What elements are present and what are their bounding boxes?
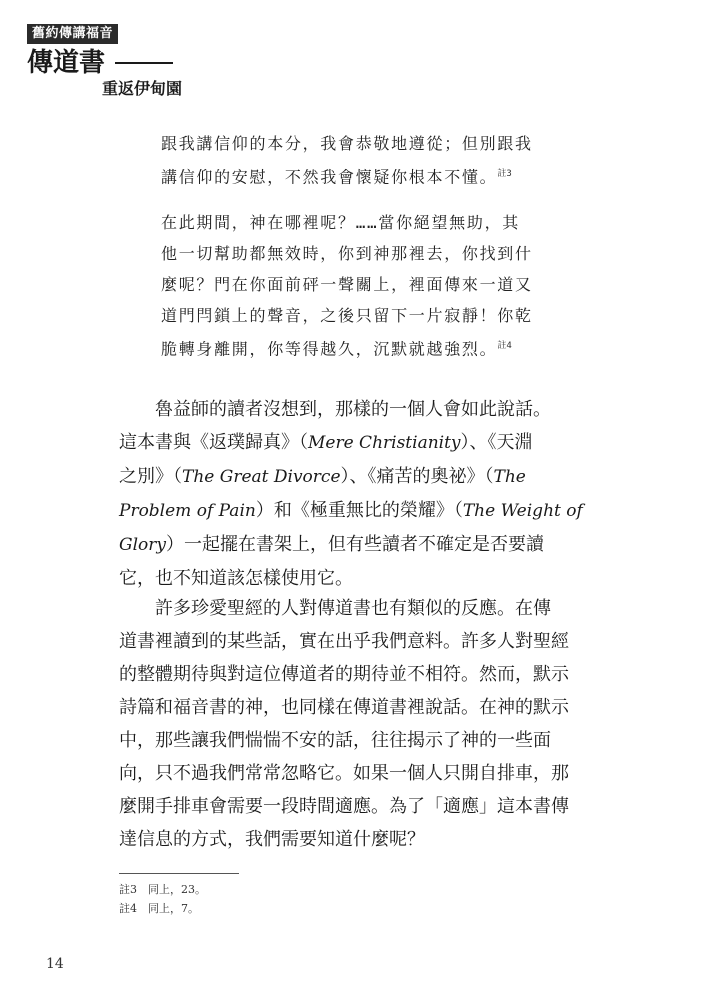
body-paragraph-2 [119, 592, 599, 856]
book-title: 傳道書 [27, 48, 106, 78]
text-run: 之別》（ [119, 466, 182, 487]
quote-line: 在此期間，神在哪裡呢？……當你絕望無助，其 [161, 213, 520, 232]
english-title: Problem of Pain [119, 501, 256, 521]
text-run: ）和《極重無比的榮耀》（ [255, 500, 463, 521]
paragraph-line: 道書裡讀到的某些話，實在出乎我們意料。許多人對聖經 [119, 631, 569, 652]
paragraph-line [119, 494, 599, 528]
quote-line: 他一切幫助都無效時，你到神那裡去，你找到什 [161, 244, 533, 263]
paragraph-line: 魯益師的讀者沒想到，那樣的一個人會如此說話。 [155, 399, 551, 420]
book-title-block [27, 47, 173, 79]
english-title: Glory [119, 535, 166, 555]
series-tag: 舊約傳講福音 [27, 24, 118, 44]
paragraph-line: 向，只不過我們常常忽略它。如果一個人只開自排車，那 [119, 763, 569, 784]
footnote-divider [119, 873, 239, 874]
page-number: 14 [46, 956, 64, 972]
paragraph-line: 麼開手排車會需要一段時間適應。為了「適應」這本書傳 [119, 796, 569, 817]
paragraph-line: 的整體期待與對這位傳道者的期待並不相符。然而，默示 [119, 664, 569, 685]
footnote-marker: 註3 [497, 169, 512, 179]
paragraph-line [119, 460, 599, 494]
block-quote-1 [161, 128, 581, 192]
footnote: 註3 同上，23。 [119, 883, 206, 896]
block-quote-2 [161, 207, 581, 364]
text-run: ）、《痛苦的奧祕》（ [340, 466, 494, 487]
quote-line: 道門閂鎖上的聲音，之後只留下一片寂靜！你乾 [161, 306, 533, 325]
quote-line-text: 講信仰的安慰，不然我會懷疑你根本不懂。 [161, 167, 498, 187]
quote-line: 跟我講信仰的本分，我會恭敬地遵從；但別跟我 [161, 134, 533, 153]
text-run: ）、《天淵 [460, 432, 533, 453]
book-subtitle: 重返伊甸園 [102, 79, 183, 98]
text-run: ）一起擺在書架上，但有些讀者不確定是否要讀 [165, 534, 544, 555]
paragraph-line: 詩篇和福音書的神，也同樣在傳道書裡說話。在神的默示 [119, 697, 569, 718]
paragraph-line: 許多珍愛聖經的人對傳道書也有類似的反應。在傳 [155, 598, 551, 619]
footnote-marker: 註4 [497, 341, 512, 351]
english-title: The [493, 467, 526, 487]
paragraph-line: 達信息的方式，我們需要知道什麼呢？ [119, 829, 425, 850]
english-title: The Great Divorce [182, 467, 341, 487]
quote-line-text: 脆轉身離開，你等得越久，沉默就越強烈。 [161, 339, 498, 359]
paragraph-line [119, 528, 599, 562]
text-run: 這本書與《返璞歸真》（ [119, 432, 308, 453]
quote-line [161, 159, 581, 192]
footnotes [119, 880, 206, 918]
paragraph-line: 它，也不知道該怎樣使用它。 [119, 568, 353, 589]
paragraph-line [119, 426, 599, 460]
footnote: 註4 同上，7。 [119, 902, 199, 915]
english-title: Mere Christianity [308, 433, 461, 453]
quote-line: 麼呢？門在你面前砰一聲關上，裡面傳來一道又 [161, 275, 533, 294]
english-title: The Weight of [462, 501, 583, 521]
title-dash [115, 62, 173, 64]
paragraph-line: 中，那些讓我們惴惴不安的話，往往揭示了神的一些面 [119, 730, 551, 751]
body-paragraph-1 [119, 393, 599, 593]
quote-line [161, 331, 581, 364]
